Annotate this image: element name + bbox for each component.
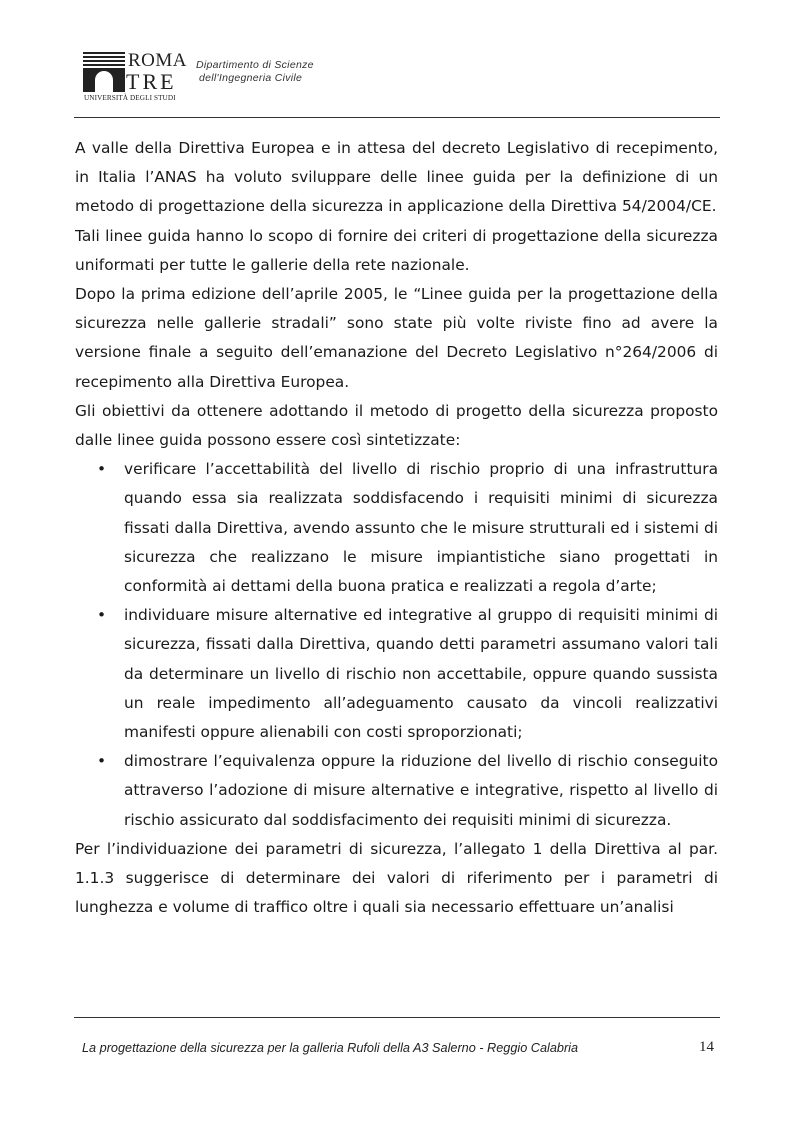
department-name bbox=[196, 59, 314, 85]
logo-text-tre: TRE bbox=[126, 69, 177, 94]
bullet-icon: • bbox=[97, 752, 107, 771]
paragraph: Per l’individuazione dei parametri di sicurezza, l’allegato 1 della Direttiva al par. 1.1.3 suggerisce di determinare dei valori di riferimento per i parametri di lunghezza e volume di traffico oltre i quali sia necessario effettuare un’analisi bbox=[75, 839, 718, 917]
list-item-text: individuare misure alternative ed integrative al gruppo di requisiti minimi di sicurezza, fissati dalla Direttiva, quando detti parametri assumano valori tali da determinare un livello di rischio non accettabile, oppure quando sussista un reale impedimento all’adeguamento causato da vincoli realizzativi manifesti oppure alienabili con costi sproporzionati; bbox=[124, 606, 718, 742]
list-item bbox=[75, 601, 718, 747]
bullet-icon: • bbox=[97, 460, 107, 479]
page-header bbox=[82, 48, 722, 108]
logo-text-roma: ROMA bbox=[128, 50, 188, 71]
list-item bbox=[75, 747, 718, 835]
paragraph: Gli obiettivi da ottenere adottando il metodo di progetto della sicurezza proposto dalle linee guida possono essere così sintetizzate: bbox=[75, 401, 718, 450]
roma-tre-gate-icon bbox=[82, 50, 126, 94]
footer-divider bbox=[74, 1017, 720, 1018]
bullet-icon: • bbox=[97, 606, 107, 625]
department-line-1: Dipartimento di Scienze bbox=[196, 59, 314, 71]
paragraph: Tali linee guida hanno lo scopo di fornire dei criteri di progettazione della sicurezza uniformati per tutte le gallerie della rete nazionale. bbox=[75, 226, 718, 274]
document-body bbox=[75, 134, 718, 922]
list-item-text: verificare l’accettabilità del livello di rischio proprio di una infrastruttura quando essa sia realizzata soddisfacendo i requisiti minimi di sicurezza fissati dalla Direttiva, avendo assunto che le misure strutturali ed i sistemi di sicurezza che realizzano le misure impiantistiche siano progettati in conformità ai dettami della buona pratica e realizzati a regola d’arte; bbox=[124, 460, 718, 596]
header-divider bbox=[74, 117, 720, 118]
page-number: 14 bbox=[699, 1039, 714, 1055]
list-item-text: dimostrare l’equivalenza oppure la riduzione del livello di rischio conseguito attraverso l’adozione di misure alternative e integrative, rispetto al livello di rischio assicurato dal soddisfacimento dei requisiti minimi di sicurezza. bbox=[124, 752, 718, 829]
university-logo bbox=[82, 48, 188, 106]
footer-title: La progettazione della sicurezza per la galleria Rufoli della A3 Salerno - Reggio Calabria bbox=[82, 1041, 579, 1055]
page-footer bbox=[82, 1039, 722, 1059]
paragraph: A valle della Direttiva Europea e in attesa del decreto Legislativo di recepimento, in Italia l’ANAS ha voluto sviluppare delle linee guida per la definizione di un metodo di progettazione della sicurezza in applicazione della Direttiva 54/2004/CE. bbox=[75, 139, 718, 216]
department-line-2: dell'Ingegneria Civile bbox=[199, 72, 303, 84]
paragraph: Dopo la prima edizione dell’aprile 2005, le “Linee guida per la progettazione della sicurezza nelle gallerie stradali” sono state più volte riviste fino ad avere la versione finale a seguito dell’emanazione del Decreto Legislativo n°264/2006 di recepimento alla Direttiva Europea. bbox=[75, 285, 718, 391]
list-item bbox=[75, 455, 718, 601]
logo-text-university: UNIVERSITÀ DEGLI STUDI bbox=[84, 94, 176, 102]
objectives-list bbox=[75, 455, 718, 835]
